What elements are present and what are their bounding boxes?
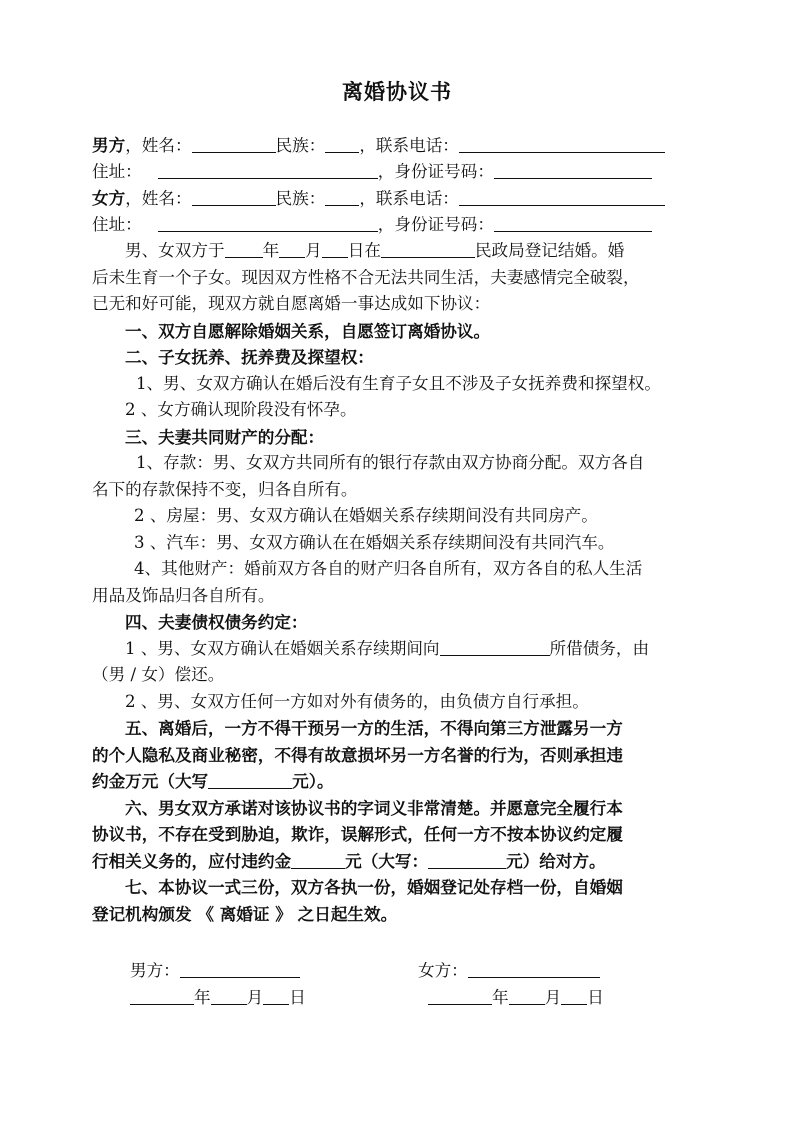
intro-line: 已无和好可能，现双方就自愿离婚一事达成如下协议： bbox=[92, 294, 491, 313]
blank bbox=[130, 986, 194, 1005]
blank bbox=[192, 134, 276, 153]
label: ，联系电话： bbox=[359, 136, 459, 155]
label: 住址： bbox=[92, 161, 142, 181]
female-signature bbox=[418, 958, 600, 984]
male-label: 男方 bbox=[92, 135, 126, 155]
male-signature bbox=[130, 958, 300, 984]
section-5 bbox=[92, 768, 704, 795]
section-5: 的个人隐私及商业秘密，不得有故意损坏另一方名誉的行为，否则承担违 bbox=[92, 744, 623, 765]
blank bbox=[428, 850, 506, 869]
label: 男方： bbox=[130, 961, 180, 980]
section-2-item: 2 、女方确认现阶段没有怀孕。 bbox=[125, 400, 357, 419]
male-address-line bbox=[92, 159, 704, 186]
signature-blank bbox=[468, 959, 600, 978]
label: 民族： bbox=[275, 189, 326, 208]
blank bbox=[158, 213, 378, 232]
label: ，姓名： bbox=[125, 189, 192, 208]
blank bbox=[208, 770, 292, 789]
section-4-item bbox=[92, 636, 704, 663]
section-1-heading: 一、双方自愿解除婚姻关系，自愿签订离婚协议。 bbox=[125, 320, 491, 341]
text: 月 bbox=[305, 241, 322, 260]
text: 月 bbox=[246, 988, 264, 1007]
document-body bbox=[92, 132, 704, 927]
female-label: 女方 bbox=[92, 188, 126, 208]
blank bbox=[428, 986, 492, 1005]
blank bbox=[459, 134, 665, 153]
text: 1 、男、女双方确认在婚姻关系存续期间向 bbox=[125, 638, 440, 658]
blank bbox=[263, 986, 289, 1005]
blank bbox=[158, 160, 378, 179]
text: 年 bbox=[262, 241, 280, 260]
section-3-item: 2 、房屋：男、女双方确认在婚姻关系存续期间没有共同房产。 bbox=[134, 506, 598, 525]
section-4-item: 2 、男、女双方任何一方如对外有债务的，由负债方自行承担。 bbox=[125, 691, 589, 711]
section-3-item: 3 、汽车：男、女双方确认在在婚姻关系存续期间没有共同汽车。 bbox=[134, 532, 615, 552]
label: ，身份证号码： bbox=[377, 214, 494, 234]
text: 日在 bbox=[347, 241, 381, 260]
blank bbox=[494, 160, 652, 179]
text: 日 bbox=[587, 988, 604, 1007]
text: 民政局登记结婚。婚 bbox=[474, 241, 625, 260]
label: ，身份证号码： bbox=[377, 161, 494, 181]
blank bbox=[279, 239, 305, 258]
intro-line bbox=[92, 238, 704, 265]
text: 元）给对方。 bbox=[506, 850, 606, 871]
text: 月 bbox=[544, 988, 562, 1007]
blank bbox=[325, 187, 359, 206]
document-title: 离婚协议书 bbox=[342, 79, 452, 104]
section-3-heading: 三、夫妻共同财产的分配： bbox=[125, 426, 325, 447]
blank bbox=[440, 637, 550, 656]
male-date bbox=[130, 985, 306, 1011]
section-7: 七、本协议一式三份，双方各执一份，婚姻登记处存档一份，自婚姻 bbox=[125, 877, 623, 897]
section-4-item: （男 / 女）偿还。 bbox=[92, 665, 225, 684]
section-6: 协议书，不存在受到胁迫，欺诈，误解形式，任何一方不按本协议约定履 bbox=[92, 824, 623, 844]
signature-blank bbox=[180, 959, 300, 978]
section-6 bbox=[92, 848, 704, 875]
section-2-item: 1、男、女双方确认在婚后没有生育子女且不涉及子女抚养费和探望权。 bbox=[136, 373, 661, 393]
label: ，姓名： bbox=[125, 136, 192, 155]
section-6: 六、男女双方承诺对该协议书的字词义非常清楚。并愿意完全履行本 bbox=[125, 797, 623, 818]
blank bbox=[322, 239, 348, 258]
female-date bbox=[428, 985, 604, 1011]
blank bbox=[225, 239, 263, 258]
female-info-line bbox=[92, 185, 704, 212]
text: 元（大写： bbox=[345, 850, 429, 871]
text: 年 bbox=[194, 988, 211, 1007]
section-4-heading: 四、夫妻债权债务约定： bbox=[125, 612, 308, 632]
blank bbox=[381, 239, 475, 258]
text: 男、女双方于 bbox=[125, 241, 225, 260]
label: 女方： bbox=[418, 961, 468, 980]
text: 行相关义务的，应付违约金 bbox=[92, 850, 292, 871]
text: 日 bbox=[289, 988, 306, 1007]
section-7: 登记机构颁发 《 离婚证 》 之日起生效。 bbox=[92, 903, 398, 924]
section-3-item: 名下的存款保持不变，归各自所有。 bbox=[92, 479, 358, 499]
blank bbox=[509, 986, 545, 1005]
blank bbox=[211, 986, 247, 1005]
label: 民族： bbox=[275, 136, 326, 155]
blank bbox=[291, 850, 345, 869]
section-3-item: 4、其他财产：婚前双方各自的财产归各自所有，双方各自的私人生活 bbox=[134, 559, 643, 578]
section-3-item: 用品及饰品归各自所有。 bbox=[92, 585, 275, 605]
text: 所借债务，由 bbox=[549, 638, 650, 658]
blank bbox=[325, 134, 359, 153]
blank bbox=[561, 986, 587, 1005]
blank bbox=[494, 213, 652, 232]
text: 年 bbox=[492, 988, 509, 1007]
male-info-line bbox=[92, 132, 704, 159]
blank bbox=[192, 187, 276, 206]
label: 住址： bbox=[92, 214, 142, 234]
section-5: 五、离婚后，一方不得干预另一方的生活，不得向第三方泄露另一方 bbox=[125, 718, 623, 738]
section-3-item: 1、存款：男、女双方共同所有的银行存款由双方协商分配。双方各自 bbox=[136, 453, 645, 472]
female-address-line bbox=[92, 212, 704, 239]
section-2-heading: 二、子女抚养、抚养费及探望权： bbox=[125, 347, 374, 367]
text: 元）。 bbox=[292, 771, 334, 791]
text: 约金万元（大写 bbox=[92, 771, 209, 791]
blank bbox=[459, 187, 665, 206]
label: ，联系电话： bbox=[359, 189, 459, 208]
intro-line: 后未生育一个子女。现因双方性格不合无法共同生活，夫妻感情完全破裂， bbox=[92, 267, 640, 287]
